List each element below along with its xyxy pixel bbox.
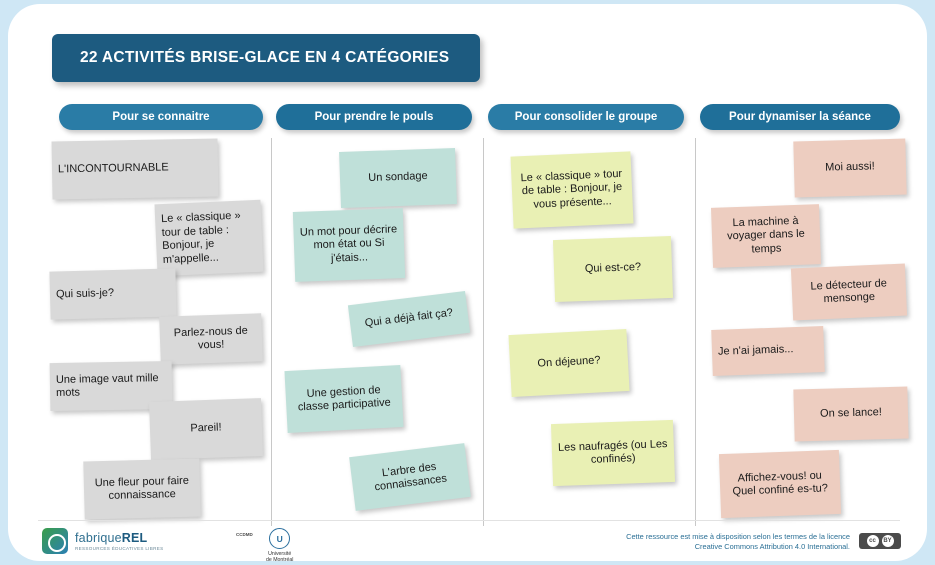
sticky-note-text: Qui est-ce? bbox=[584, 261, 642, 276]
sticky-note-text: L'arbre des connaissances bbox=[373, 460, 448, 494]
sticky-note bbox=[508, 329, 629, 397]
sticky-note-text: Une image vaut mille mots bbox=[55, 371, 159, 399]
sticky-note-text: L'INCONTOURNABLE bbox=[57, 161, 169, 176]
udem-line2: de Montréal bbox=[266, 557, 294, 563]
column-header-prendre-le-pouls bbox=[276, 104, 472, 130]
brand-name-bold: REL bbox=[121, 531, 148, 545]
sticky-note bbox=[551, 420, 675, 486]
sticky-note-text: Le « classique » tour de table : Bonjour, je vous présente... bbox=[520, 167, 623, 211]
fabrique-rel-wordmark bbox=[75, 531, 163, 545]
sticky-note-text: Pareil! bbox=[190, 421, 222, 435]
footer-divider bbox=[38, 520, 900, 521]
sticky-note-text: Affichez-vous! ou Quel confiné es-tu? bbox=[732, 469, 829, 498]
sticky-note-text: On se lance! bbox=[819, 406, 883, 421]
cc-icon: cc bbox=[867, 535, 879, 547]
column-separator bbox=[483, 138, 484, 526]
sticky-note bbox=[83, 458, 200, 519]
brand-tagline: RESSOURCES ÉDUCATIVES LIBRES bbox=[75, 546, 164, 551]
sticky-note bbox=[284, 365, 403, 433]
sticky-note-text: Je n'ai jamais... bbox=[717, 343, 794, 358]
sticky-note bbox=[711, 204, 821, 268]
sticky-note-text: Qui suis-je? bbox=[55, 287, 115, 301]
sticky-note bbox=[52, 139, 219, 200]
sticky-note bbox=[510, 151, 633, 228]
sticky-note-text: Une gestion de classe participative bbox=[297, 383, 392, 414]
column-header-label: Pour prendre le pouls bbox=[314, 111, 434, 123]
footer bbox=[14, 520, 921, 565]
column-header-consolider-le-groupe bbox=[488, 104, 684, 130]
sticky-note bbox=[159, 313, 263, 365]
brand-name-light: fabrique bbox=[75, 531, 122, 545]
sticky-note-text: Les naufragés (ou Les confinés) bbox=[557, 437, 668, 466]
cc-by-icon: BY bbox=[882, 535, 894, 547]
sticky-note bbox=[791, 264, 907, 321]
poster-title-banner bbox=[52, 34, 480, 82]
sticky-note bbox=[339, 148, 457, 208]
column-header-se-connaitre bbox=[59, 104, 263, 130]
sticky-note-text: La machine à voyager dans le temps bbox=[726, 214, 805, 256]
fabrique-rel-mark-icon bbox=[42, 528, 68, 554]
sticky-note bbox=[293, 208, 405, 282]
sticky-note bbox=[793, 387, 908, 442]
sticky-note bbox=[793, 139, 906, 198]
sticky-note-text: Un sondage bbox=[368, 170, 428, 185]
sticky-note bbox=[154, 200, 263, 277]
sticky-note bbox=[149, 398, 263, 460]
sticky-note bbox=[719, 450, 841, 518]
udem-line1: Université bbox=[268, 551, 292, 557]
page-title: 22 ACTIVITÉS BRISE-GLACE EN 4 CATÉGORIES bbox=[80, 49, 450, 66]
poster-canvas bbox=[14, 10, 921, 555]
column-separator bbox=[695, 138, 696, 526]
column-header-dynamiser-la-seance bbox=[700, 104, 900, 130]
sticky-note-text: On déjeune? bbox=[537, 354, 601, 370]
sticky-note-text: Un mot pour décrire mon état ou Si j'étais... bbox=[299, 223, 398, 265]
license-text: Cette ressource est mise à disposition selon les termes de la licence Creative Commons Attribution 4.0 International. bbox=[626, 532, 850, 551]
sticky-note bbox=[349, 443, 471, 511]
column-separator bbox=[271, 138, 272, 526]
sticky-note bbox=[348, 291, 470, 347]
ccdmd-logo: CCDMD bbox=[236, 532, 253, 537]
sticky-note bbox=[711, 326, 825, 376]
sticky-note bbox=[553, 236, 673, 302]
creative-commons-badge bbox=[859, 533, 901, 549]
sticky-note-text: Le détecteur de mensonge bbox=[810, 276, 888, 306]
column-header-label: Pour se connaitre bbox=[112, 111, 210, 123]
sticky-note-text: Moi aussi! bbox=[825, 160, 875, 174]
udem-mark-icon: U bbox=[269, 528, 290, 549]
udem-logo bbox=[266, 528, 293, 563]
sticky-note-text: Qui a déjà fait ça? bbox=[364, 306, 454, 330]
column-header-label: Pour consolider le groupe bbox=[514, 111, 658, 123]
sticky-note-text: Parlez-nous de vous! bbox=[173, 324, 248, 352]
sticky-note-text: Une fleur pour faire connaissance bbox=[94, 474, 190, 502]
fabrique-rel-logo bbox=[42, 528, 163, 554]
column-header-label: Pour dynamiser la séance bbox=[729, 111, 871, 123]
sticky-note bbox=[49, 268, 176, 319]
sticky-note-text: Le « classique » tour de table : Bonjour, je m'appelle... bbox=[160, 209, 241, 266]
